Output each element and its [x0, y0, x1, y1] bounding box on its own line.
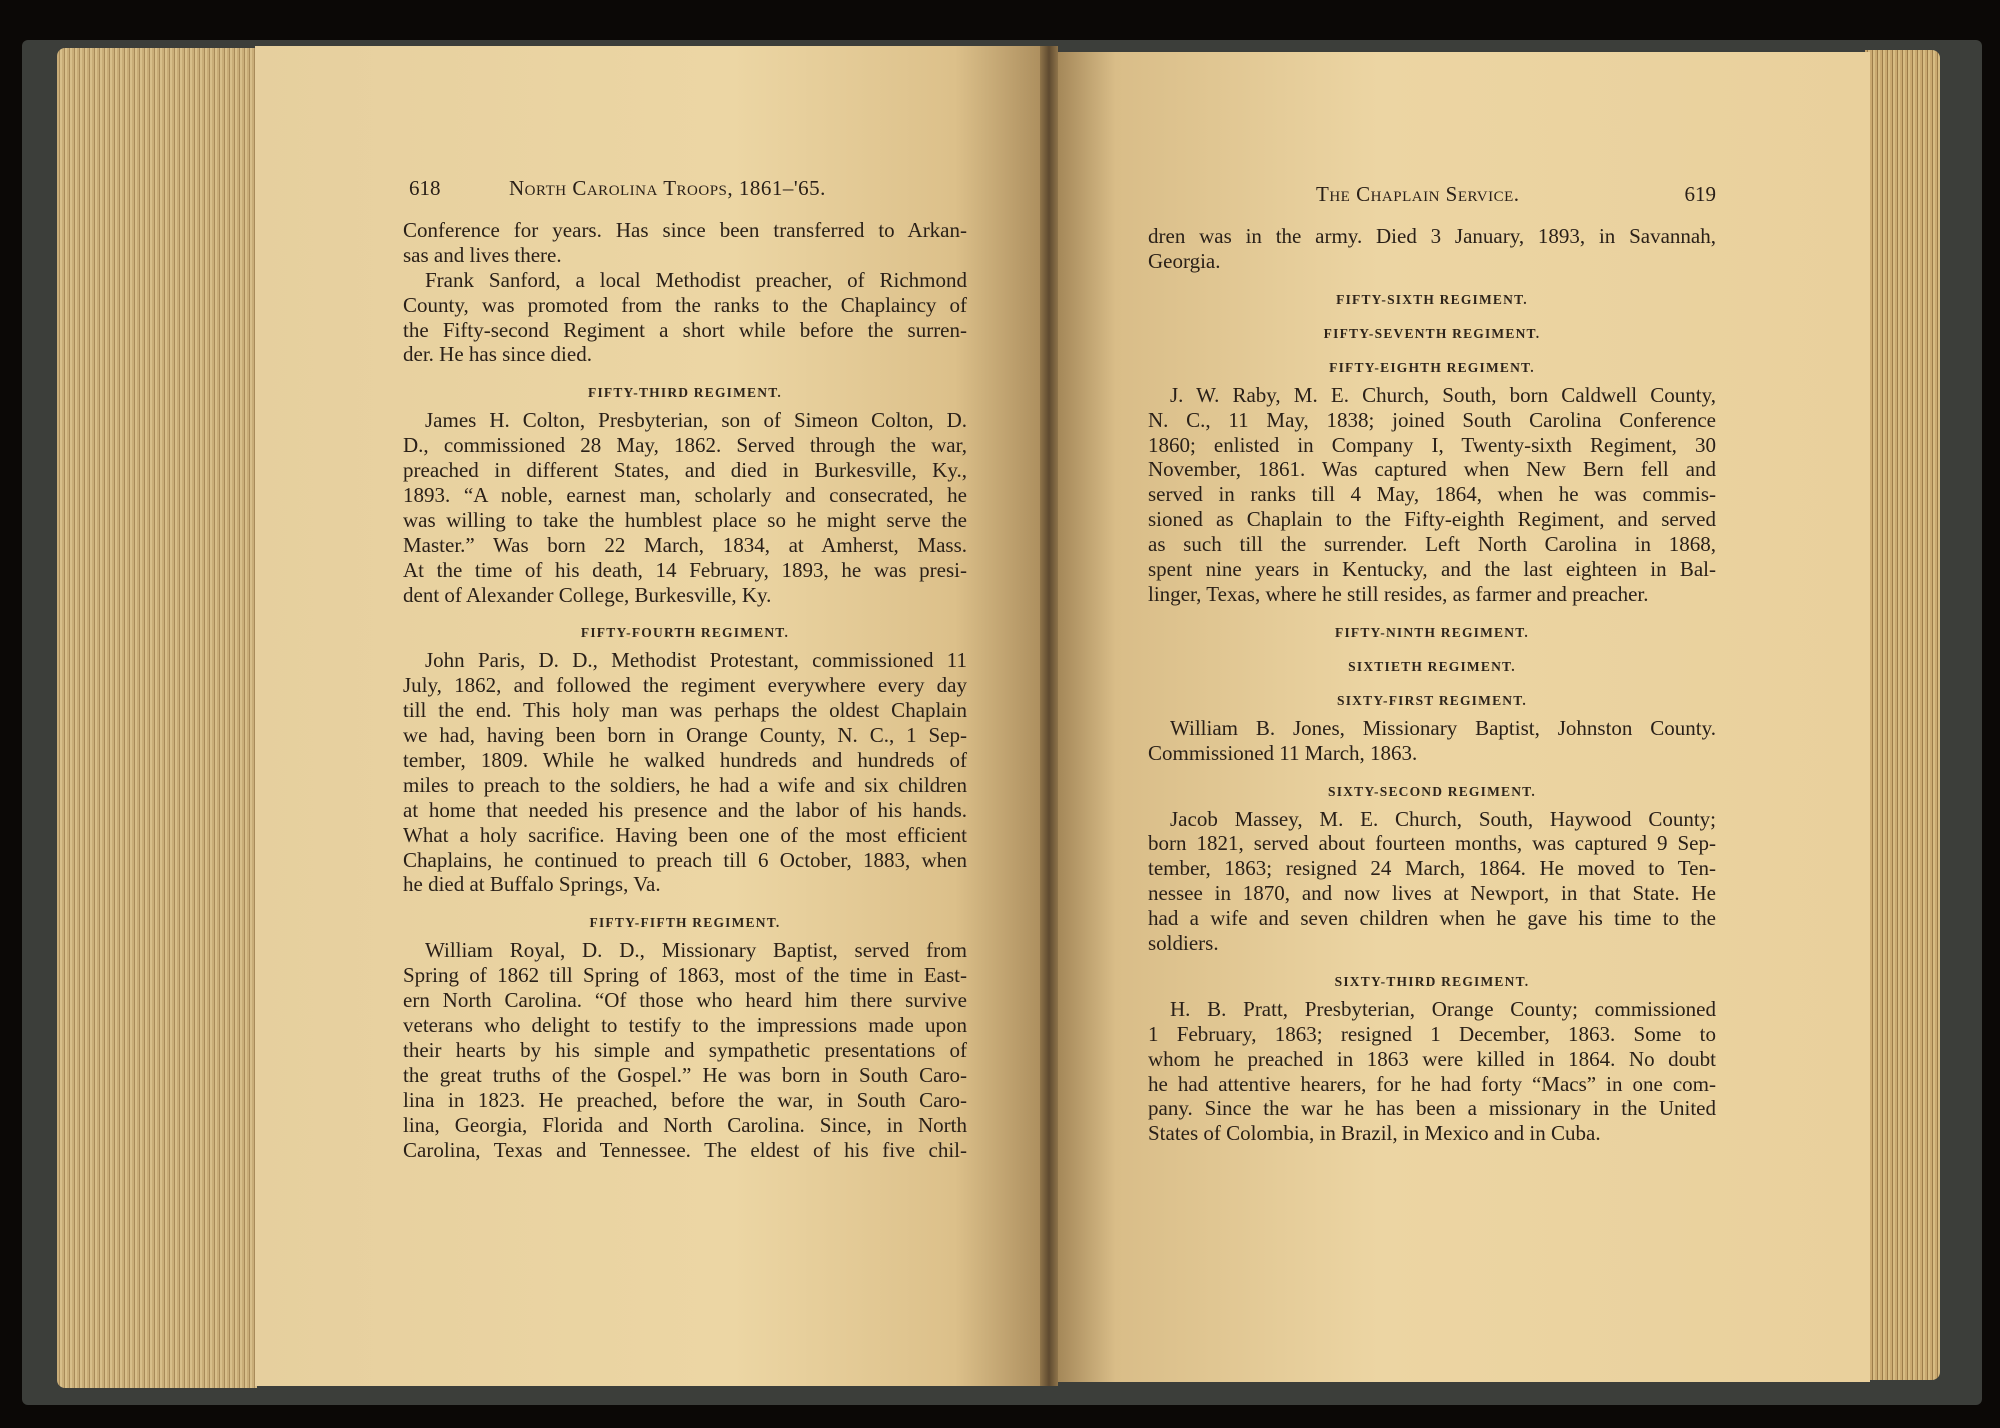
text-line: sioned as Chaplain to the Fifty-eighth Regiment, and served	[1148, 507, 1716, 532]
paragraph	[403, 408, 967, 607]
text-line: July, 1862, and followed the regiment everywhere every day	[403, 673, 967, 698]
text-line: their hearts by his simple and sympathetic presentations of	[403, 1037, 967, 1062]
text-line: What a holy sacrifice. Having been one of the most efficient	[403, 822, 967, 847]
paragraph	[1148, 807, 1716, 956]
paragraph	[403, 218, 967, 268]
text-line: served in ranks till 4 May, 1864, when he was commis-	[1148, 482, 1716, 507]
paragraph	[403, 938, 967, 1162]
text-line: 1893. “A noble, earnest man, scholarly and consecrated, he	[403, 483, 967, 508]
section-heading: FIFTY-EIGHTH REGIMENT.	[1329, 359, 1535, 375]
text-line: William B. Jones, Missionary Baptist, Johnston County.	[1170, 715, 1716, 740]
text-line: whom he preached in 1863 were killed in 1864. No doubt	[1148, 1046, 1716, 1071]
running-header	[1148, 182, 1716, 212]
section-heading: FIFTY-NINTH REGIMENT.	[1335, 624, 1529, 640]
text-line: James H. Colton, Presbyterian, son of Simeon Colton, D.	[425, 408, 967, 433]
text-line: sas and lives there.	[403, 242, 562, 267]
text-line: H. B. Pratt, Presbyterian, Orange County; commissioned	[1170, 996, 1716, 1021]
text-line: County, was promoted from the ranks to the Chaplaincy of	[403, 292, 967, 317]
running-head-title: North Carolina Troops, 1861–'65.	[509, 176, 826, 200]
text-line: At the time of his death, 14 February, 1893, he was presi-	[403, 557, 967, 582]
text-line: dent of Alexander College, Burkesville, Ky.	[403, 582, 772, 607]
page-content	[403, 218, 967, 1162]
text-line: veterans who delight to testify to the impressions made upon	[403, 1013, 967, 1038]
section-heading: SIXTY-SECOND REGIMENT.	[1328, 783, 1536, 799]
text-line: John Paris, D. D., Methodist Protestant, commissioned 11	[425, 648, 967, 673]
text-line: Master.” Was born 22 March, 1834, at Amherst, Mass.	[403, 532, 967, 557]
text-line: spent nine years in Kentucky, and the last eighteen in Bal-	[1148, 557, 1716, 582]
paragraph	[403, 268, 967, 368]
text-line: lina, Georgia, Florida and North Carolina. Since, in North	[403, 1112, 967, 1137]
text-line: Commissioned 11 March, 1863.	[1148, 740, 1418, 765]
right-text-block	[1148, 182, 1716, 1146]
text-line: ern North Carolina. “Of those who heard him there survive	[403, 988, 967, 1013]
text-line: miles to preach to the soldiers, he had a wife and six children	[403, 772, 967, 797]
section-heading: FIFTY-SEVENTH REGIMENT.	[1323, 325, 1541, 341]
book-gutter	[1040, 46, 1058, 1386]
text-line: nessee in 1870, and now lives at Newport, in that State. He	[1148, 881, 1716, 906]
text-line: der. He has since died.	[403, 342, 592, 367]
text-line: 1 February, 1863; resigned 1 December, 1863. Some to	[1148, 1021, 1716, 1046]
text-line: the great truths of the Gospel.” He was born in South Caro-	[403, 1062, 967, 1087]
text-line: till the end. This holy man was perhaps the oldest Chaplain	[403, 698, 967, 723]
text-line: Jacob Massey, M. E. Church, South, Haywood County;	[1170, 806, 1716, 831]
section-heading: SIXTIETH REGIMENT.	[1348, 658, 1516, 674]
text-line: Georgia.	[1148, 248, 1221, 273]
text-line: Spring of 1862 till Spring of 1863, most of the time in East-	[403, 963, 967, 988]
text-line: at home that needed his presence and the labor of his hands.	[403, 797, 967, 822]
page-edges-left	[57, 48, 257, 1388]
text-line: he had attentive hearers, for he had forty “Macs” in one com-	[1148, 1071, 1716, 1096]
text-line: as such till the surrender. Left North Carolina in 1868,	[1148, 532, 1716, 557]
text-line: tember, 1863; resigned 24 March, 1864. He moved to Ten-	[1148, 856, 1716, 881]
page-number: 618	[409, 176, 441, 200]
text-line: preached in different States, and died in Burkesville, Ky.,	[403, 458, 967, 483]
text-line: lina in 1823. He preached, before the war, in South Caro-	[403, 1087, 967, 1112]
text-line: born 1821, served about fourteen months, was captured 9 Sep-	[1148, 831, 1716, 856]
left-text-block	[403, 176, 967, 1162]
section-heading: SIXTY-FIRST REGIMENT.	[1337, 692, 1527, 708]
paragraph	[403, 648, 967, 897]
section-heading: FIFTY-THIRD REGIMENT.	[588, 385, 782, 401]
text-line: linger, Texas, where he still resides, as farmer and preacher.	[1148, 581, 1649, 606]
text-line: he died at Buffalo Springs, Va.	[403, 872, 661, 897]
section-heading: FIFTY-FIFTH REGIMENT.	[589, 915, 781, 931]
text-line: William Royal, D. D., Missionary Baptist, served from	[425, 938, 967, 963]
text-line: Frank Sanford, a local Methodist preacher, of Richmond	[425, 267, 967, 292]
text-line: Conference for years. Has since been transferred to Arkan-	[403, 218, 967, 242]
text-line: soldiers.	[1148, 931, 1219, 956]
running-header	[403, 176, 967, 206]
text-line: N. C., 11 May, 1838; joined South Carolina Conference	[1148, 407, 1716, 432]
section-heading: FIFTY-FOURTH REGIMENT.	[580, 625, 790, 641]
text-line: the Fifty-second Regiment a short while before the surren-	[403, 317, 967, 342]
paragraph	[1148, 383, 1716, 607]
text-line: J. W. Raby, M. E. Church, South, born Caldwell County,	[1170, 382, 1716, 407]
right-page	[1050, 52, 1870, 1382]
text-line: pany. Since the war he has been a missionary in the United	[1148, 1096, 1716, 1121]
paragraph	[1148, 997, 1716, 1146]
text-line: had a wife and seven children when he gave his time to the	[1148, 906, 1716, 931]
text-line: States of Colombia, in Brazil, in Mexico and in Cuba.	[1148, 1121, 1601, 1146]
running-head-title: The Chaplain Service.	[1316, 182, 1520, 206]
left-page	[255, 46, 1050, 1386]
paragraph	[1148, 716, 1716, 766]
text-line: Chaplains, he continued to preach till 6 October, 1883, when	[403, 847, 967, 872]
text-line: 1860; enlisted in Company I, Twenty-sixth Regiment, 30	[1148, 432, 1716, 457]
page-number: 619	[1684, 182, 1716, 206]
text-line: we had, having been born in Orange County, N. C., 1 Sep-	[403, 723, 967, 748]
page-content	[1148, 224, 1716, 1146]
section-heading: SIXTY-THIRD REGIMENT.	[1334, 973, 1530, 989]
paragraph	[1148, 224, 1716, 274]
text-line: November, 1861. Was captured when New Bern fell and	[1148, 457, 1716, 482]
text-line: D., commissioned 28 May, 1862. Served through the war,	[403, 433, 967, 458]
text-line: was willing to take the humblest place so he might serve the	[403, 507, 967, 532]
text-line: dren was in the army. Died 3 January, 1893, in Savannah,	[1148, 224, 1716, 248]
section-heading: FIFTY-SIXTH REGIMENT.	[1336, 291, 1528, 307]
text-line: tember, 1809. While he walked hundreds and hundreds of	[403, 748, 967, 773]
page-edges-right	[1865, 50, 1940, 1380]
text-line: Carolina, Texas and Tennessee. The eldest of his five chil-	[403, 1137, 967, 1162]
